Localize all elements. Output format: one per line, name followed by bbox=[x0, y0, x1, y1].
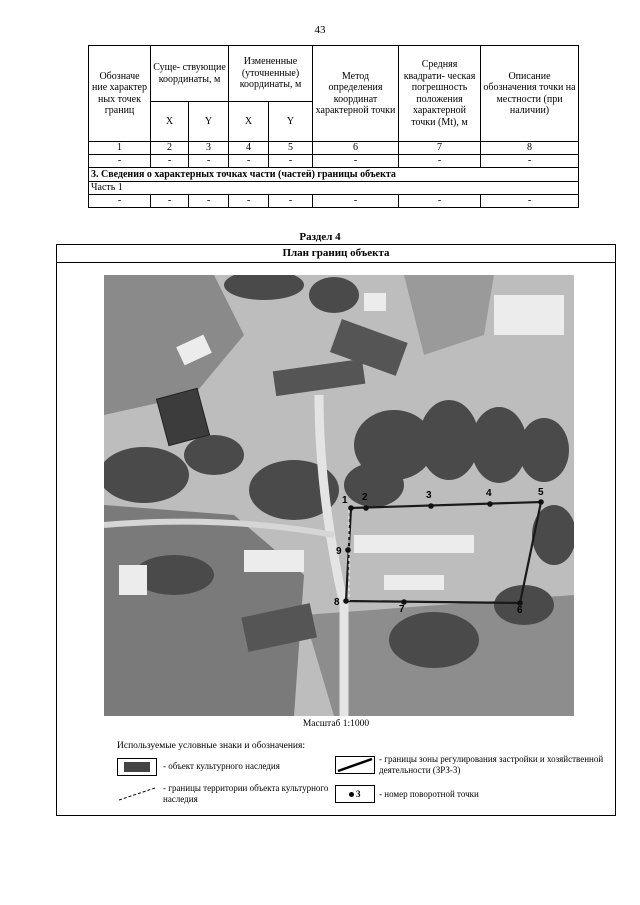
aerial-map-svg bbox=[104, 275, 574, 716]
table-cell: - bbox=[151, 155, 189, 168]
turning-point-swatch bbox=[335, 785, 375, 803]
table-cell: - bbox=[481, 155, 579, 168]
table-cell: 2 bbox=[151, 142, 189, 155]
points-table bbox=[88, 45, 579, 208]
table-cell: - bbox=[229, 195, 269, 208]
table-cell: 8 bbox=[481, 142, 579, 155]
legend-item: - номер поворотной точки bbox=[379, 789, 479, 799]
table-cell: - bbox=[151, 195, 189, 208]
header-accuracy: Средняя квадрати- ческая погрешность положения характерной точки (Mt), м bbox=[399, 46, 481, 142]
heritage-object-swatch bbox=[117, 758, 157, 776]
header-point-designation: Обозначе ние характер ных точек границ bbox=[89, 46, 151, 142]
page-number: 43 bbox=[314, 24, 326, 36]
part-label: Часть 1 bbox=[89, 182, 579, 195]
plan-box bbox=[56, 244, 616, 816]
legend-item: - границы зоны регулирования застройки и хозяйственной деятельности (ЗРЗ-3) bbox=[379, 754, 604, 775]
table-cell: - bbox=[481, 195, 579, 208]
legend-item: - объект культурного наследия bbox=[163, 761, 280, 771]
table-cell: - bbox=[269, 155, 313, 168]
point-label: 8 bbox=[334, 597, 340, 608]
section-4-title: Раздел 4 bbox=[299, 231, 341, 243]
header-x: X bbox=[151, 102, 189, 142]
table-cell: 3 bbox=[189, 142, 229, 155]
table-cell: 6 bbox=[313, 142, 399, 155]
point-label: 9 bbox=[336, 546, 342, 557]
table-cell: 5 bbox=[269, 142, 313, 155]
table-row bbox=[89, 142, 579, 155]
section-3-title: 3. Сведения о характерных точках части (частей) границы объекта bbox=[89, 168, 579, 182]
table-cell: - bbox=[313, 155, 399, 168]
table-cell: - bbox=[399, 195, 481, 208]
table-cell: - bbox=[229, 155, 269, 168]
legend-title: Используемые условные знаки и обозначения: bbox=[117, 741, 306, 751]
legend-item: - границы территории объекта культурного наследия bbox=[163, 783, 329, 804]
point-label: 5 bbox=[538, 487, 544, 498]
zrz-boundary-swatch bbox=[335, 756, 375, 774]
table-cell: - bbox=[89, 195, 151, 208]
header-existing-coords: Суще- ствующие координаты, м bbox=[151, 46, 229, 102]
table-cell: - bbox=[313, 195, 399, 208]
point-label: 2 bbox=[362, 492, 368, 503]
header-changed-coords: Измененные (уточненные) координаты, м bbox=[229, 46, 313, 102]
plan-title: План границ объекта bbox=[57, 245, 615, 263]
point-label: 3 bbox=[426, 490, 432, 501]
header-y: Y bbox=[189, 102, 229, 142]
table-cell: - bbox=[269, 195, 313, 208]
header-x: X bbox=[229, 102, 269, 142]
header-description: Описание обозначения точки на местности (при наличии) bbox=[481, 46, 579, 142]
point-label: 1 bbox=[342, 495, 348, 506]
aerial-map bbox=[104, 275, 574, 716]
table-cell: 7 bbox=[399, 142, 481, 155]
header-y: Y bbox=[269, 102, 313, 142]
table-cell: - bbox=[189, 195, 229, 208]
table-cell: 4 bbox=[229, 142, 269, 155]
table-cell: 1 bbox=[89, 142, 151, 155]
table-cell: - bbox=[89, 155, 151, 168]
point-label: 4 bbox=[486, 488, 492, 499]
scale-label: Масштаб 1:1000 bbox=[302, 719, 370, 729]
header-method: Метод определения координат характерной точки bbox=[313, 46, 399, 142]
table-cell: - bbox=[399, 155, 481, 168]
table-row bbox=[89, 195, 579, 208]
territory-boundary-swatch bbox=[117, 785, 157, 803]
point-label: 7 bbox=[399, 604, 405, 615]
sample-point-number: 3 bbox=[356, 789, 361, 799]
table-cell: - bbox=[189, 155, 229, 168]
table-row bbox=[89, 155, 579, 168]
point-label: 6 bbox=[517, 605, 523, 616]
